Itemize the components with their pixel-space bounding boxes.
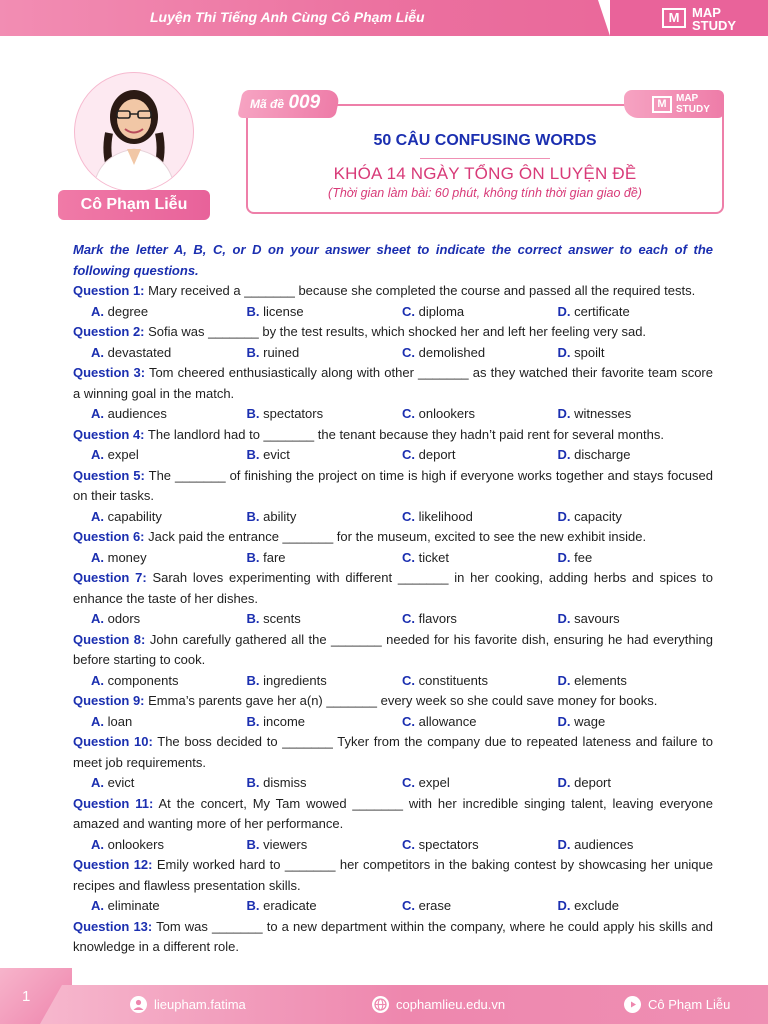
option-text: degree [107, 303, 149, 319]
option-text: loan [107, 713, 133, 729]
option-text: devastated [107, 344, 172, 360]
option-text: elements [574, 672, 627, 688]
question-label: Question 10: [73, 734, 153, 749]
logo-mark-small-icon: M [652, 96, 672, 113]
answer-option[interactable] [247, 343, 403, 364]
question-stem: The boss decided to _______ Tyker from the company due to repeated lateness and failure to meet job requirements. [73, 734, 713, 770]
option-text: deport [418, 447, 456, 462]
option-letter: B. [246, 549, 260, 565]
option-text: viewers [263, 836, 308, 852]
answer-options [73, 773, 713, 794]
answer-option[interactable] [91, 548, 247, 569]
question-stem: The _______ of finishing the project on time is high if everyone works together and stays focused on their tasks. [73, 467, 713, 503]
answer-options [73, 343, 713, 364]
question-label: Question 1: [73, 283, 145, 298]
question-text [73, 855, 713, 896]
question-list [73, 240, 713, 958]
answer-option[interactable] [558, 404, 714, 425]
option-letter: D. [557, 713, 571, 729]
option-letter: B. [246, 508, 260, 524]
question-item [73, 630, 713, 692]
option-letter: C. [402, 344, 415, 360]
option-text: savours [574, 611, 620, 626]
answer-option[interactable] [247, 404, 403, 425]
option-text: money [107, 549, 147, 565]
option-letter: A. [91, 508, 104, 524]
answer-option[interactable] [91, 609, 247, 630]
option-text: audiences [574, 836, 634, 852]
question-stem: At the concert, My Tam wowed _______ with her incredible singing talent, leaving everyone amazed and wanting more of her performance. [73, 795, 713, 831]
exam-code-label: Mã đề [250, 97, 285, 111]
option-letter: A. [91, 344, 104, 360]
map-study-logo [610, 0, 768, 36]
option-letter: B. [246, 611, 260, 626]
question-text [73, 466, 713, 507]
answer-option[interactable] [402, 445, 558, 466]
teacher-photo-icon [75, 73, 193, 191]
question-label: Question 4: [73, 426, 145, 442]
question-stem: Emily worked hard to _______ her competitors in the baking contest by showcasing her unique recipes and flawless presentation skills. [73, 857, 713, 893]
option-letter: A. [91, 549, 104, 565]
option-letter: B. [246, 406, 260, 421]
question-text [73, 691, 713, 712]
option-letter: A. [91, 406, 104, 421]
answer-option[interactable] [247, 507, 403, 528]
option-letter: A. [91, 672, 104, 688]
option-letter: C. [402, 406, 415, 421]
footer-website[interactable] [372, 996, 505, 1013]
question-label: Question 12: [73, 857, 153, 872]
footer-facebook[interactable] [130, 996, 246, 1013]
answer-option[interactable] [558, 712, 714, 733]
answer-option[interactable] [247, 835, 403, 856]
option-letter: C. [402, 508, 415, 524]
option-letter: C. [402, 549, 415, 565]
question-label: Question 3: [73, 365, 146, 380]
logo-text-study: STUDY [692, 18, 737, 33]
option-letter: A. [91, 303, 104, 319]
question-label: Question 8: [73, 631, 146, 647]
answer-option[interactable] [558, 896, 714, 917]
question-stem: Sofia was _______ by the test results, which shocked her and left her feeling very sad. [148, 324, 647, 339]
question-label: Question 6: [73, 529, 145, 544]
question-item [73, 732, 713, 794]
question-item [73, 466, 713, 528]
website-link[interactable]: cophamlieu.edu.vn [396, 997, 506, 1012]
question-item [73, 363, 713, 425]
course-title: KHÓA 14 NGÀY TỔNG ÔN LUYỆN ĐỀ [333, 164, 637, 183]
option-text: likelihood [418, 508, 473, 524]
question-item [73, 425, 713, 466]
answer-option[interactable] [247, 773, 403, 794]
questions-container [73, 281, 713, 958]
question-item [73, 855, 713, 917]
answer-options [73, 302, 713, 323]
option-letter: B. [246, 303, 260, 319]
question-text [73, 281, 713, 302]
option-text: diploma [418, 303, 465, 319]
question-stem: Emma’s parents gave her a(n) _______ every week so she could save money for books. [148, 693, 658, 708]
answer-option[interactable] [91, 343, 247, 364]
option-text: expel [418, 775, 450, 790]
option-text: license [263, 303, 304, 319]
option-text: ticket [418, 549, 449, 565]
option-text: dismiss [263, 775, 307, 790]
option-text: audiences [107, 406, 167, 421]
option-letter: C. [402, 775, 415, 790]
answer-option[interactable] [402, 302, 558, 323]
question-item [73, 917, 713, 958]
answer-option[interactable] [91, 404, 247, 425]
answer-option[interactable] [91, 773, 247, 794]
option-letter: D. [557, 447, 571, 462]
question-label: Question 5: [73, 467, 145, 483]
option-text: ability [263, 508, 297, 524]
option-letter: C. [402, 447, 415, 462]
title-divider [420, 158, 550, 159]
option-letter: C. [402, 611, 415, 626]
option-text: eradicate [263, 898, 317, 913]
answer-option[interactable] [91, 712, 247, 733]
question-text [73, 917, 713, 958]
option-text: fare [263, 549, 286, 565]
answer-option[interactable] [402, 712, 558, 733]
answer-option[interactable] [91, 896, 247, 917]
answer-option[interactable] [91, 835, 247, 856]
answer-options [73, 712, 713, 733]
option-text: demolished [418, 344, 486, 360]
facebook-handle[interactable]: lieupham.fatima [154, 997, 246, 1012]
question-item [73, 691, 713, 732]
answer-option[interactable] [247, 896, 403, 917]
answer-option[interactable] [91, 445, 247, 466]
option-text: allowance [418, 713, 477, 729]
answer-option[interactable] [558, 773, 714, 794]
question-stem: The landlord had to _______ the tenant because they hadn’t paid rent for several months. [147, 426, 664, 442]
option-text: flavors [418, 611, 457, 626]
youtube-channel[interactable]: Cô Phạm Liễu [648, 997, 731, 1012]
question-text [73, 363, 713, 404]
option-text: deport [574, 775, 611, 790]
option-text: scents [263, 611, 301, 626]
answer-option[interactable] [402, 671, 558, 692]
option-text: constituents [418, 672, 488, 688]
banner-divider [598, 0, 610, 36]
option-text: ruined [263, 344, 300, 360]
footer-youtube[interactable] [624, 996, 730, 1013]
exam-code [250, 92, 320, 114]
option-letter: C. [402, 672, 415, 688]
option-letter: B. [246, 447, 260, 462]
answer-option[interactable] [402, 773, 558, 794]
option-text: spectators [418, 836, 479, 852]
answer-options [73, 507, 713, 528]
question-label: Question 2: [73, 324, 145, 339]
option-letter: D. [557, 406, 571, 421]
question-item [73, 527, 713, 568]
question-item [73, 568, 713, 630]
answer-options [73, 548, 713, 569]
answer-option[interactable] [558, 609, 714, 630]
question-label: Question 9: [73, 693, 145, 708]
answer-option[interactable] [558, 507, 714, 528]
question-stem: Sarah loves experimenting with different _______ in her cooking, adding herbs and spices to enhance the taste of her dishes. [73, 570, 713, 606]
option-text: spoilt [574, 344, 605, 360]
question-text [73, 425, 713, 446]
answer-option[interactable] [402, 507, 558, 528]
option-letter: B. [246, 836, 260, 852]
option-letter: D. [557, 508, 571, 524]
question-item [73, 281, 713, 322]
option-letter: B. [246, 344, 260, 360]
option-text: components [107, 672, 179, 688]
option-text: ingredients [263, 672, 327, 688]
option-letter: D. [557, 303, 571, 319]
answer-option[interactable] [247, 671, 403, 692]
option-letter: B. [246, 898, 260, 913]
question-stem: Mary received a _______ because she completed the course and passed all the required tests. [148, 283, 696, 298]
option-letter: C. [402, 898, 415, 913]
option-text: wage [574, 713, 606, 729]
instruction: Mark the letter A, B, C, or D on your answer sheet to indicate the correct answer to each of the following questions. [73, 242, 713, 278]
answer-option[interactable] [558, 343, 714, 364]
question-stem: Jack paid the entrance _______ for the museum, excited to see the new exhibit inside. [148, 529, 647, 544]
option-letter: D. [557, 549, 571, 565]
answer-option[interactable] [558, 302, 714, 323]
teacher-avatar [74, 72, 194, 192]
question-text [73, 794, 713, 835]
option-text: evict [263, 447, 290, 462]
question-text [73, 630, 713, 671]
facebook-icon [130, 996, 147, 1013]
answer-option[interactable] [402, 548, 558, 569]
banner-title: Luyện Thi Tiếng Anh Cùng Cô Phạm Liễu [150, 9, 425, 25]
option-letter: D. [557, 898, 571, 913]
page-number: 1 [22, 988, 31, 1005]
option-letter: C. [402, 836, 415, 852]
option-text: income [263, 713, 306, 729]
answer-option[interactable] [91, 302, 247, 323]
answer-option[interactable] [402, 343, 558, 364]
header-logo-study: STUDY [676, 104, 710, 115]
option-letter: A. [91, 775, 104, 790]
answer-option[interactable] [402, 404, 558, 425]
teacher-name-badge: Cô Phạm Liễu [58, 190, 210, 220]
option-letter: B. [246, 775, 260, 790]
answer-option[interactable] [247, 445, 403, 466]
globe-icon [372, 996, 389, 1013]
question-text [73, 527, 713, 548]
answer-option[interactable] [247, 712, 403, 733]
youtube-icon [624, 996, 641, 1013]
option-letter: A. [91, 898, 104, 913]
answer-option[interactable] [247, 548, 403, 569]
option-letter: B. [246, 672, 260, 688]
question-text [73, 568, 713, 609]
option-letter: A. [91, 611, 104, 626]
answer-options [73, 835, 713, 856]
option-letter: C. [402, 713, 415, 729]
option-text: discharge [574, 447, 631, 462]
answer-option[interactable] [558, 671, 714, 692]
answer-option[interactable] [558, 445, 714, 466]
exam-code-number: 009 [288, 92, 321, 113]
answer-option[interactable] [247, 609, 403, 630]
logo-mark-icon: M [662, 8, 686, 28]
option-text: fee [574, 549, 593, 565]
question-stem: John carefully gathered all the _______ needed for his favorite dish, ensuring he had everything before starting to cook. [73, 631, 713, 667]
question-text [73, 732, 713, 773]
answer-options [73, 896, 713, 917]
option-text: eliminate [107, 898, 160, 913]
question-item [73, 794, 713, 856]
option-letter: C. [402, 303, 415, 319]
option-letter: B. [246, 713, 260, 729]
logo-text-map: MAP [692, 5, 721, 20]
option-text: onlookers [418, 406, 475, 421]
answer-option[interactable] [247, 302, 403, 323]
answer-option[interactable] [558, 548, 714, 569]
option-text: certificate [574, 303, 630, 319]
answer-option[interactable] [91, 671, 247, 692]
answer-options [73, 445, 713, 466]
question-label: Question 13: [73, 918, 153, 934]
option-letter: A. [91, 713, 104, 729]
answer-option[interactable] [402, 896, 558, 917]
option-text: witnesses [574, 406, 632, 421]
question-stem: Tom was _______ to a new department within the company, where he could apply his skills and knowledge in a different role. [73, 918, 713, 954]
answer-options [73, 404, 713, 425]
option-text: expel [107, 447, 139, 462]
option-text: evict [107, 775, 135, 790]
option-letter: D. [557, 344, 571, 360]
header-brand-tab [624, 90, 724, 118]
option-text: spectators [263, 406, 324, 421]
answer-option[interactable] [91, 507, 247, 528]
option-letter: A. [91, 447, 104, 462]
option-text: exclude [574, 898, 619, 913]
option-letter: D. [557, 611, 571, 626]
option-text: erase [418, 898, 452, 913]
question-text [73, 322, 713, 343]
exam-title: 50 CÂU CONFUSING WORDS [373, 132, 597, 149]
option-text: capacity [574, 508, 622, 524]
answer-option[interactable] [402, 835, 558, 856]
question-label: Question 11: [73, 795, 154, 811]
answer-option[interactable] [558, 835, 714, 856]
question-stem: Tom cheered enthusiastically along with other _______ as they watched their favorite team score a winning goal in the match. [73, 365, 713, 401]
answer-options [73, 609, 713, 630]
option-letter: A. [91, 836, 104, 852]
option-letter: D. [557, 672, 571, 688]
option-text: onlookers [107, 836, 164, 852]
option-letter: D. [557, 775, 571, 790]
option-text: capability [107, 508, 162, 524]
time-note: (Thời gian làm bài: 60 phút, không tính thời gian giao đề) [328, 186, 642, 200]
option-letter: D. [557, 836, 571, 852]
answer-options [73, 671, 713, 692]
question-label: Question 7: [73, 570, 147, 585]
question-item [73, 322, 713, 363]
header-logo-map: MAP [676, 93, 699, 104]
option-text: odors [107, 611, 141, 626]
answer-option[interactable] [402, 609, 558, 630]
